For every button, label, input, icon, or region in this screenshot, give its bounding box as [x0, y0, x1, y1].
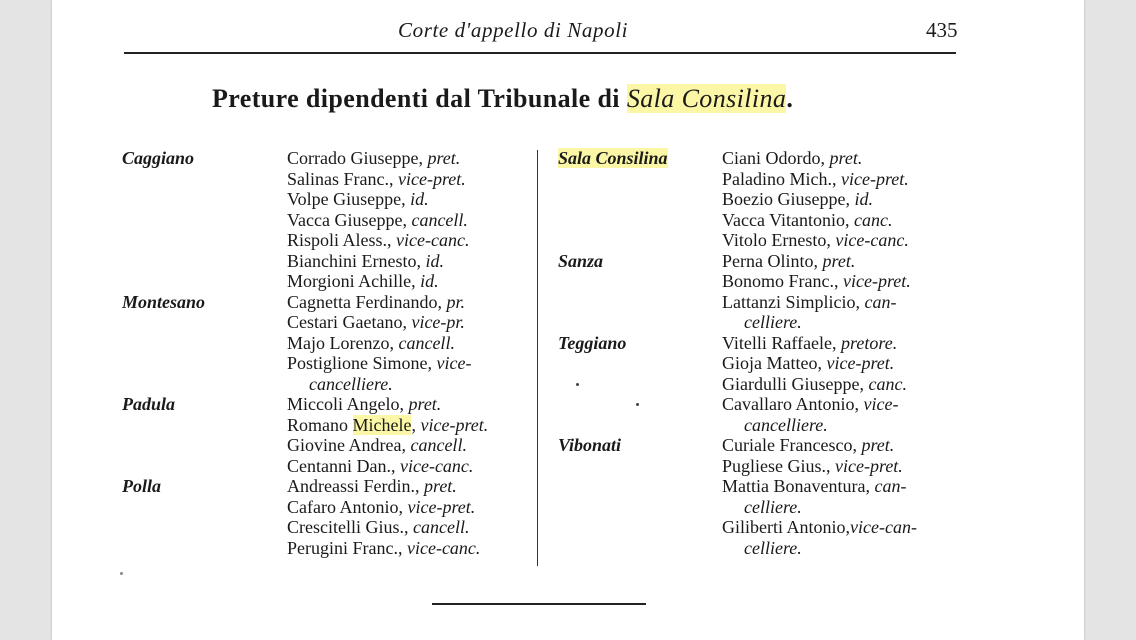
entry-line: Bonomo Franc., vice-pret. [722, 271, 911, 291]
entry-line: Perugini Franc., vice-canc. [287, 537, 481, 558]
location-label: Teggiano [558, 332, 627, 353]
entry-line: Perna Olinto, pret. [722, 250, 856, 271]
location-label: Padula [122, 394, 176, 414]
entry-line: Salinas Franc., vice-pret. [287, 168, 466, 189]
header-rule [124, 52, 956, 54]
entry-line: Andreassi Ferdin., pret. [287, 476, 457, 496]
entry-line: Corrado Giuseppe, pret. [287, 148, 461, 168]
right-entries [722, 148, 917, 558]
entry-line: Centanni Dan., vice-canc. [287, 455, 474, 476]
entry-line: Paladino Mich., vice-pret. [722, 168, 909, 189]
entry-line: Majo Lorenzo, cancell. [287, 332, 455, 353]
section-title-suffix: . [786, 84, 794, 113]
location-label: Caggiano [122, 148, 195, 168]
document-page [52, 0, 1084, 640]
entry-line: Giardulli Giuseppe, canc. [722, 373, 907, 394]
entry-line: Volpe Giuseppe, id. [287, 189, 429, 209]
location-label: Montesano [122, 291, 206, 312]
left-locations [122, 148, 205, 497]
entry-line: Crescitelli Gius., cancell. [287, 517, 470, 537]
right-locations [558, 148, 668, 456]
location-label: Vibonati [558, 435, 622, 455]
entry-continuation: celliere. [744, 312, 802, 332]
entry-line: Vitelli Raffaele, pretore. [722, 332, 898, 353]
stray-mark [120, 572, 123, 575]
highlighted-name: Michele [352, 414, 412, 435]
column-divider [537, 150, 538, 566]
location-label: Polla [122, 476, 161, 496]
entry-line: Lattanzi Simplicio, can- [722, 291, 897, 312]
section-title [212, 84, 793, 114]
entry-line: Giliberti Antonio,vice-can- [722, 517, 917, 537]
entry-line: Pugliese Gius., vice-pret. [722, 455, 903, 476]
entry-continuation: celliere. [744, 537, 802, 558]
entry-line: Curiale Francesco, pret. [722, 435, 895, 455]
entry-continuation: celliere. [744, 496, 802, 517]
section-title-place: Sala Consilina [626, 84, 787, 113]
entry-line: Vacca Giuseppe, cancell. [287, 209, 468, 230]
entry-continuation: cancelliere. [744, 414, 828, 435]
left-entries [287, 148, 488, 558]
entry-line: Cagnetta Ferdinando, pr. [287, 291, 465, 312]
ditto-dot [558, 374, 668, 395]
entry-line: Boezio Giuseppe, id. [722, 189, 873, 209]
entry-line: Gioja Matteo, vice-pret. [722, 353, 895, 373]
entry-line: Romano Michele, vice-pret. [287, 414, 489, 435]
entry-line: Mattia Bonaventura, can- [722, 476, 907, 496]
entry-line: Cafaro Antonio, vice-pret. [287, 496, 476, 517]
entry-line: Bianchini Ernesto, id. [287, 250, 444, 271]
location-label: Sala Consilina [558, 148, 668, 168]
running-head [52, 18, 1084, 48]
entry-line: Miccoli Angelo, pret. [287, 394, 442, 414]
location-label: Sanza [558, 250, 604, 271]
entry-line: Cestari Gaetano, vice-pr. [287, 312, 465, 332]
entry-line: Postiglione Simone, vice- [287, 353, 472, 373]
entry-line: Morgioni Achille, id. [287, 271, 439, 291]
entry-line: Cavallaro Antonio, vice- [722, 394, 899, 414]
entry-continuation: cancelliere. [309, 373, 393, 394]
entry-line: Giovine Andrea, cancell. [287, 435, 467, 455]
running-title: Corte d'appello di Napoli [398, 18, 629, 42]
end-rule [432, 603, 646, 605]
entry-line: Vitolo Ernesto, vice-canc. [722, 230, 909, 250]
entry-line: Ciani Odordo, pret. [722, 148, 863, 168]
entry-line: Rispoli Aless., vice-canc. [287, 230, 470, 250]
page-number: 435 [926, 18, 958, 42]
section-title-prefix: Preture dipendenti dal Tribunale di [212, 84, 620, 113]
ditto-dot [558, 394, 668, 415]
entry-line: Vacca Vitantonio, canc. [722, 209, 893, 230]
